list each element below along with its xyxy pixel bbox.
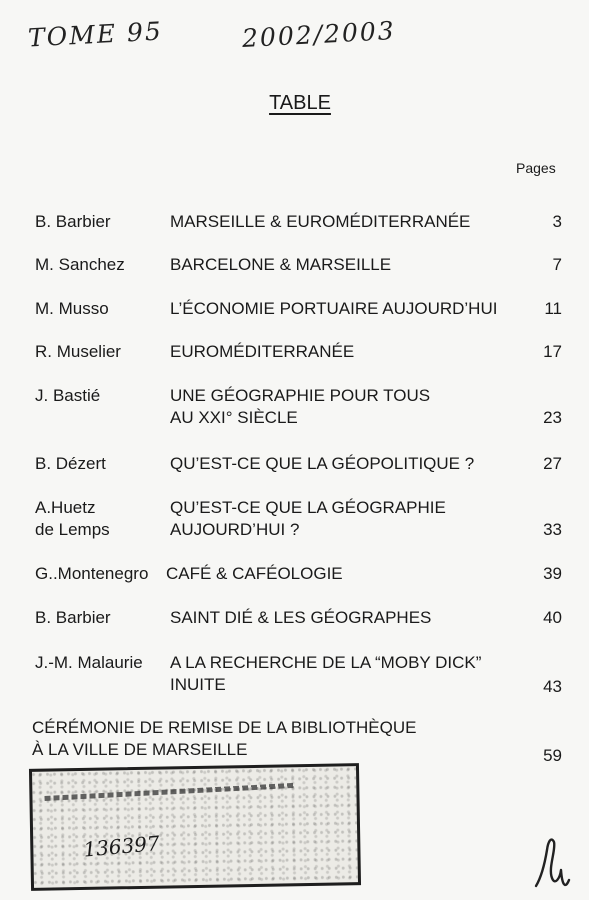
entry-author: A.Huetz de Lemps <box>35 498 110 539</box>
entry-title: BARCELONE & MARSEILLE <box>170 255 392 274</box>
entry-page: 27 <box>543 454 562 473</box>
pages-column-header: Pages <box>516 160 556 176</box>
entry-title: QU’EST-CE QUE LA GÉOPOLITIQUE ? <box>170 454 475 473</box>
ceremony-page: 59 <box>543 746 562 765</box>
entry-title: SAINT DIÉ & LES GÉOGRAPHES <box>170 608 432 627</box>
entry-page: 7 <box>552 255 562 274</box>
entry-title: QU’EST-CE QUE LA GÉOGRAPHIE AUJOURD’HUI ? <box>170 498 446 539</box>
handwritten-tome-note: TOME 95 <box>27 16 164 53</box>
entry-page: 23 <box>543 408 562 427</box>
entry-title: MARSEILLE & EUROMÉDITERRANÉE <box>170 212 471 231</box>
signature-mark-icon <box>530 828 574 894</box>
ceremony-line: À LA VILLE DE MARSEILLE <box>32 740 248 759</box>
ceremony-entry <box>32 717 416 761</box>
entry-page: 17 <box>543 342 562 361</box>
entry-page: 39 <box>543 564 562 583</box>
entry-title: L’ÉCONOMIE PORTUAIRE AUJOURD’HUI <box>170 299 498 318</box>
stamp-illegible-text <box>44 783 294 801</box>
entry-author: J.-M. Malaurie <box>35 653 143 672</box>
entry-author: B. Dézert <box>35 454 106 473</box>
ceremony-line: CÉRÉMONIE DE REMISE DE LA BIBLIOTHÈQUE <box>32 718 417 737</box>
entry-author: B. Barbier <box>35 212 111 231</box>
entry-page: 33 <box>543 520 562 539</box>
entry-author: G..Montenegro <box>35 564 149 583</box>
stamp-number: 136397 <box>82 831 161 862</box>
handwritten-years-note: 2002/2003 <box>241 15 397 54</box>
entry-page: 40 <box>543 608 562 627</box>
entry-author: B. Barbier <box>35 608 111 627</box>
entry-title: UNE GÉOGRAPHIE POUR TOUS AU XXI° SIÈCLE <box>170 386 431 427</box>
entry-author: M. Musso <box>35 299 109 318</box>
entry-author: M. Sanchez <box>35 255 125 274</box>
library-stamp <box>29 763 361 891</box>
entry-title: CAFÉ & CAFÉOLOGIE <box>166 564 343 583</box>
entry-title: A LA RECHERCHE DE LA “MOBY DICK” INUITE <box>170 653 482 694</box>
entry-page: 11 <box>544 299 562 318</box>
entry-page: 43 <box>543 677 562 696</box>
entry-title: EUROMÉDITERRANÉE <box>170 342 355 361</box>
entry-author: R. Muselier <box>35 342 121 361</box>
entry-author: J. Bastié <box>35 386 101 405</box>
entry-page: 3 <box>552 212 562 231</box>
page-title: TABLE <box>269 92 331 114</box>
